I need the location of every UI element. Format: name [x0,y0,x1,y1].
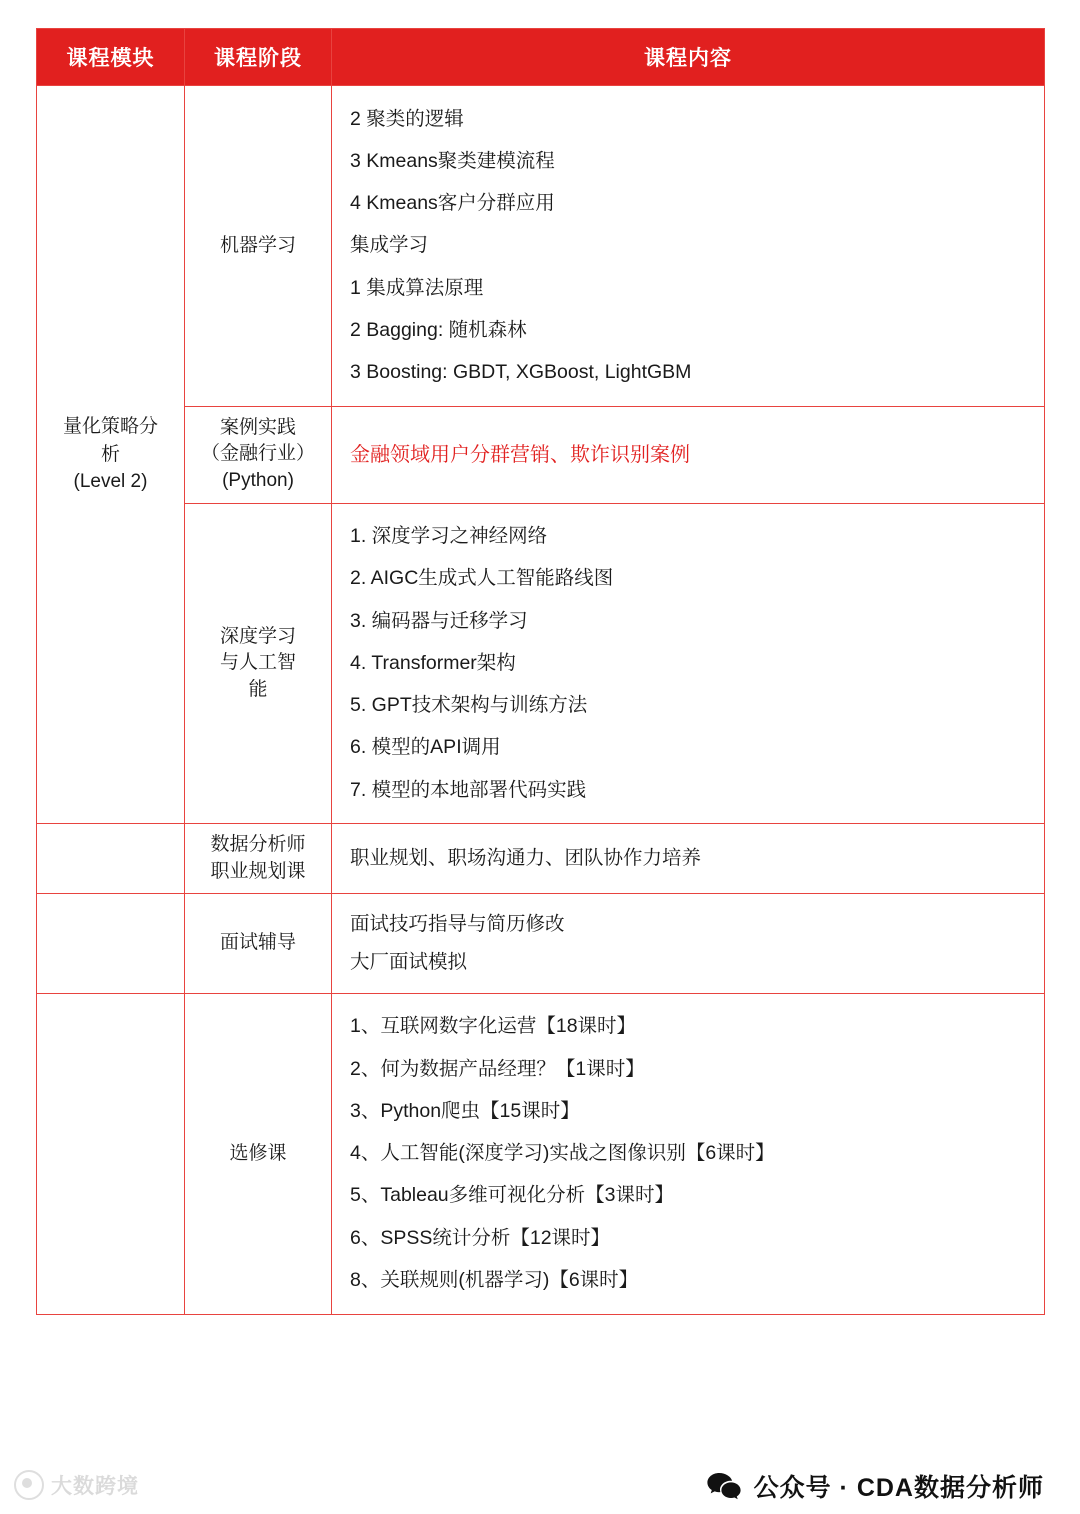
stage-cell-electives: 选修课 [185,993,332,1314]
stage-label-line: 数据分析师 [210,834,306,856]
stage-cell-interview-coaching: 面试辅导 [185,894,332,994]
module-label-line: (Level 2) [73,471,148,493]
content-line: 2 Bagging: 随机森林 [350,318,527,341]
content-line: 2 聚类的逻辑 [350,107,464,130]
content-line: 3、Python爬虫【15课时】 [350,1099,580,1122]
content-line: 3 Kmeans聚类建模流程 [350,149,555,172]
content-line: 1、互联网数字化运营【18课时】 [350,1015,637,1038]
content-line: 4. Transformer架构 [350,651,516,674]
stage-label-line: 案例实践 [219,416,296,438]
content-line: 大厂面试模拟 [350,950,468,973]
table-row [37,406,1045,503]
content-line: 职业规划、职场沟通力、团队协作力培养 [350,847,702,870]
stage-cell-case-practice [185,406,332,503]
watermark-right [706,1468,1044,1504]
stage-label-line: 深度学习 [219,625,296,647]
content-cell-machine-learning [332,86,1045,407]
table-row [37,86,1045,407]
table-row [37,503,1045,824]
content-line: 1. 深度学习之神经网络 [350,525,548,548]
content-line: 3 Boosting: GBDT, XGBoost, LightGBM [350,361,692,383]
module-label-line: 量化策略分 [62,416,158,438]
table-row [37,993,1045,1314]
stage-label-line: 职业规划课 [210,860,306,882]
content-line: 6. 模型的API调用 [350,736,501,759]
course-outline-table [36,28,1045,1315]
content-line-highlighted: 金融领域用户分群营销、欺诈识别案例 [350,443,690,466]
content-line: 1 集成算法原理 [350,276,484,299]
table-header [37,29,1045,86]
content-cell-deep-learning [332,503,1045,824]
content-line: 面试技巧指导与简历修改 [350,913,565,936]
content-cell-career-planning [332,824,1045,894]
watermark-left [14,1470,139,1500]
stage-label-line: （金融行业） [200,443,315,465]
module-cell-empty [37,993,185,1314]
module-cell-empty [37,824,185,894]
column-header-content: 课程内容 [332,29,1045,86]
stage-cell-deep-learning [185,503,332,824]
stage-label-line: 能 [248,678,268,700]
content-line: 5. GPT技术架构与训练方法 [350,694,588,717]
content-line: 8、关联规则(机器学习)【6课时】 [350,1268,639,1291]
content-line: 6、SPSS统计分析【12课时】 [350,1226,611,1249]
table-header-row [37,29,1045,86]
module-cell-empty [37,894,185,994]
content-cell-electives [332,993,1045,1314]
module-cell-quant-strategy [37,86,185,824]
content-line: 2. AIGC生成式人工智能路线图 [350,567,614,590]
table-row [37,824,1045,894]
stage-cell-career-planning [185,824,332,894]
content-line: 集成学习 [350,234,429,257]
watermark-left-label: 大数跨境 [51,1475,139,1498]
content-cell-case-practice [332,406,1045,503]
content-line: 4、人工智能(深度学习)实战之图像识别【6课时】 [350,1142,775,1165]
content-line: 3. 编码器与迁移学习 [350,609,528,632]
table-body [37,86,1045,1315]
module-label-line: 析 [100,443,120,465]
footer [0,1460,1080,1514]
content-cell-interview-coaching [332,894,1045,994]
stage-label-line: (Python) [222,469,294,491]
content-line: 5、Tableau多维可视化分析【3课时】 [350,1184,674,1207]
watermark-right-label: 公众号 · CDA数据分析师 [753,1474,1044,1502]
stage-label-line: 与人工智 [219,652,296,674]
table-row [37,894,1045,994]
content-line: 2、何为数据产品经理？【1课时】 [350,1057,645,1080]
content-line: 7. 模型的本地部署代码实践 [350,778,587,801]
content-line: 4 Kmeans客户分群应用 [350,192,555,214]
stage-cell-machine-learning: 机器学习 [185,86,332,407]
column-header-stage: 课程阶段 [185,29,332,86]
eye-logo-icon [14,1470,44,1500]
column-header-module: 课程模块 [37,29,185,86]
wechat-icon [706,1471,742,1501]
